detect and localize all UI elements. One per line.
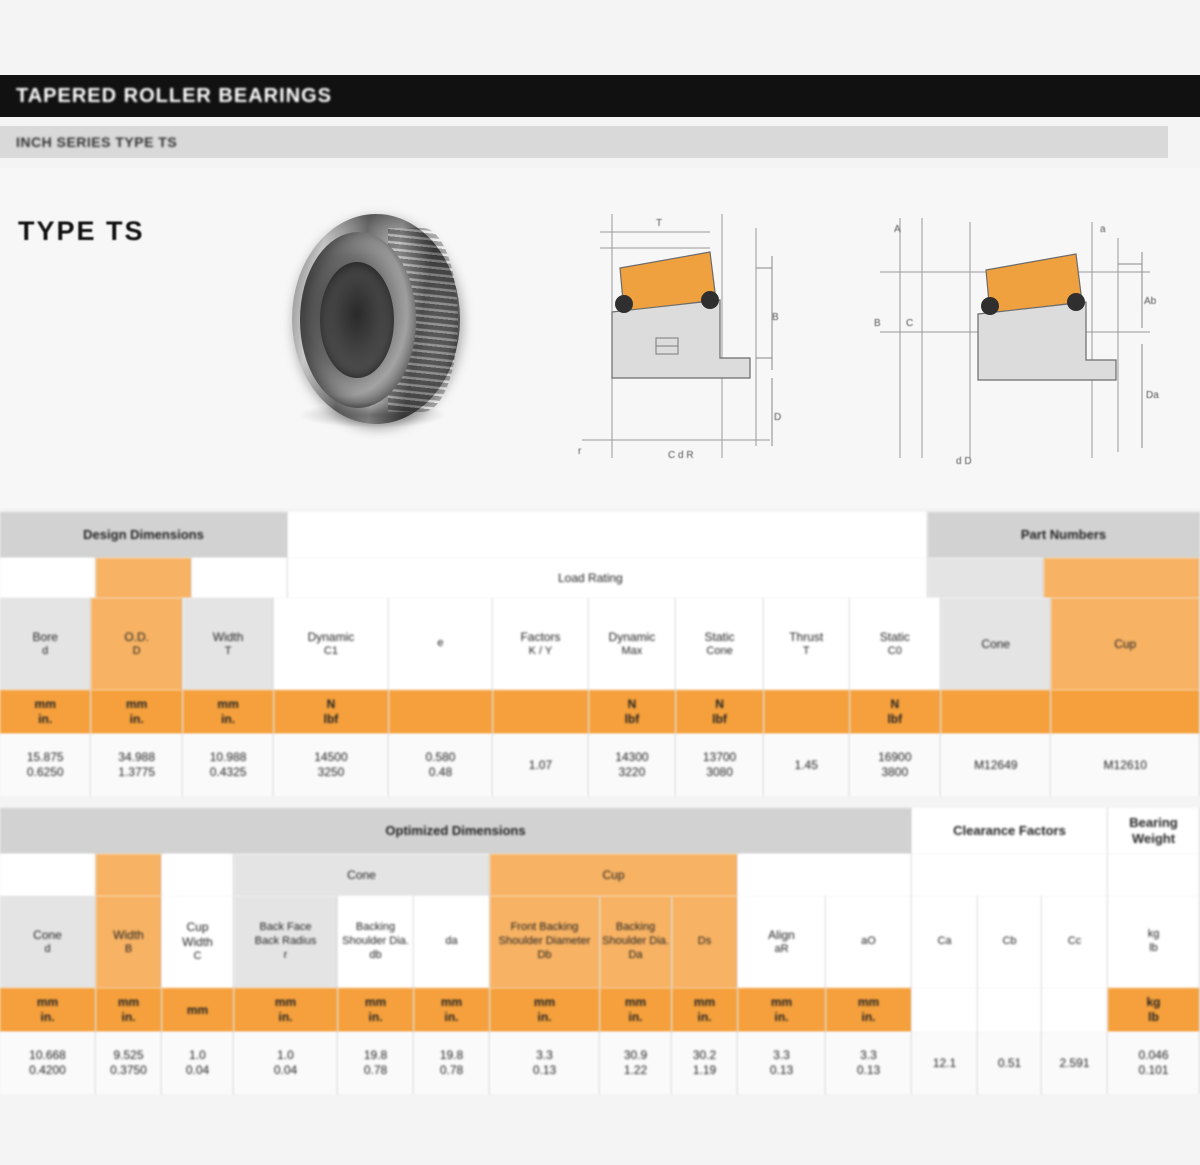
spacer-cell [738, 854, 912, 896]
data-cell-ao: 3.3 0.13 [826, 1032, 912, 1094]
col-header-e-symbol: e [437, 637, 444, 650]
svg-text:a: a [1100, 224, 1106, 235]
col-header-width-label: Width [212, 629, 244, 644]
unit-cell: N lbf [589, 690, 677, 734]
data-cell-dynamic-max: 14300 3220 [589, 734, 677, 796]
col-header-ds-symbol: Ds [697, 935, 712, 948]
cone-cup-mounting-dimensions-diagram [860, 208, 1160, 478]
col-header-ca [912, 896, 978, 988]
unit-cell [1042, 988, 1108, 1032]
group-header-design-dimensions: Design Dimensions [0, 512, 288, 558]
col-header-cone-width-symbol: B [124, 942, 133, 955]
spacer-cell [912, 854, 1108, 896]
col-header-od-symbol: D [132, 644, 141, 657]
data-cell-thrust: 1.45 [764, 734, 850, 796]
col-header-weight-label: kg lb [1147, 928, 1160, 954]
type-label: TYPE TS [18, 216, 145, 246]
col-header-thrust-symbol: T [802, 644, 810, 657]
col-header-cup-width [162, 896, 234, 988]
col-header-cup-width-symbol: C [193, 950, 202, 963]
col-header-backing-shoulder-db-label: Backing Shoulder Dia. [342, 921, 409, 948]
col-header-cone-label: Cone [33, 927, 62, 942]
col-header-cone-symbol: d [44, 942, 51, 955]
spacer-cell-orange [1044, 558, 1200, 598]
unit-cell: N lbf [850, 690, 941, 734]
unit-cell [389, 690, 494, 734]
bearing-photo [292, 214, 460, 424]
col-header-cone-width-label: Width [113, 927, 144, 942]
col-header-dynamic-max-symbol: Max [621, 644, 643, 657]
unit-cell [1051, 690, 1200, 734]
cone-cup-cross-section-diagram [560, 208, 820, 478]
data-cell-front-shoulder: 3.3 0.13 [490, 1032, 600, 1094]
unit-cell: mm in. [826, 988, 912, 1032]
col-header-static-cone-label: Static [704, 629, 735, 644]
svg-text:C d R: C d R [668, 450, 694, 461]
table-row [0, 896, 1200, 988]
col-header-align-ao-symbol: aO [861, 935, 876, 948]
col-header-bore [0, 598, 91, 690]
unit-cell: mm in. [414, 988, 490, 1032]
table-row [0, 558, 1200, 598]
unit-cell: kg lb [1108, 988, 1200, 1032]
unit-cell: mm in. [672, 988, 738, 1032]
svg-text:B: B [772, 312, 779, 323]
col-header-da-symbol: da [445, 935, 458, 948]
page-title: TAPERED ROLLER BEARINGS [16, 84, 332, 107]
col-header-factors [493, 598, 588, 690]
data-cell-ca: 12.1 [912, 1032, 978, 1094]
table-row [0, 690, 1200, 734]
col-header-backing-shoulder-db [338, 896, 414, 988]
data-cell-cone: 10.668 0.4200 [0, 1032, 96, 1094]
col-header-factors-label: Factors [520, 629, 561, 644]
unit-cell: mm in. [0, 988, 96, 1032]
unit-cell: mm in. [600, 988, 672, 1032]
col-header-od-label: O.D. [124, 629, 149, 644]
col-header-bore-label: Bore [32, 629, 58, 644]
svg-text:Da: Da [1146, 390, 1159, 401]
spacer-cell-orange [96, 854, 162, 896]
svg-text:C: C [906, 318, 914, 329]
col-header-cb [978, 896, 1042, 988]
data-cell-width: 10.988 0.4325 [183, 734, 274, 796]
data-cell-cup-width: 1.0 0.04 [162, 1032, 234, 1094]
col-header-cb-symbol: Cb [1002, 935, 1017, 948]
col-header-cup-width-label: Cup Width [182, 920, 213, 950]
data-cell-back-face-radius: 1.0 0.04 [234, 1032, 338, 1094]
col-header-cone-width [96, 896, 162, 988]
unit-cell: mm in. [91, 690, 182, 734]
col-header-cone-part [941, 598, 1051, 690]
data-cell-e: 0.580 0.48 [389, 734, 494, 796]
col-header-ca-symbol: Ca [937, 935, 952, 948]
col-header-cone-part-label: Cone [981, 636, 1011, 651]
col-header-thrust-label: Thrust [789, 629, 824, 644]
group-header-bearing-weight: Bearing Weight [1108, 808, 1200, 854]
col-header-back-face-radius-label: Back Face Back Radius [254, 921, 317, 948]
unit-cell: mm in. [0, 690, 91, 734]
table-row [0, 854, 1200, 896]
col-header-back-face-radius-symbol: r [283, 948, 288, 961]
data-cell-static: 16900 3800 [850, 734, 941, 796]
col-header-static [850, 598, 941, 690]
data-cell-db: 19.8 0.78 [338, 1032, 414, 1094]
col-header-cup-part-label: Cup [1114, 636, 1137, 651]
unit-cell [978, 988, 1042, 1032]
svg-text:D: D [774, 412, 782, 423]
table-row [0, 512, 1200, 558]
unit-cell: mm in. [338, 988, 414, 1032]
unit-cell [941, 690, 1051, 734]
col-header-dynamic-symbol: C1 [323, 644, 338, 657]
group-header-spacer [288, 512, 928, 558]
data-cell-da: 19.8 0.78 [414, 1032, 490, 1094]
col-header-cone [0, 896, 96, 988]
header-bar-right-edge [1168, 75, 1200, 117]
subgroup-header-cone: Cone [234, 854, 490, 896]
data-cell-cup-part: M12610 [1051, 734, 1200, 796]
unit-cell: mm in. [738, 988, 826, 1032]
design-dimensions-table [0, 512, 1200, 796]
unit-cell: mm in. [96, 988, 162, 1032]
col-header-front-backing-shoulder [490, 896, 600, 988]
col-header-width-symbol: T [224, 644, 232, 657]
col-header-ds [672, 896, 738, 988]
data-cell-dynamic: 14500 3250 [274, 734, 388, 796]
col-header-align-symbol: aR [774, 942, 789, 955]
col-header-front-backing-shoulder-symbol: Db [537, 948, 552, 961]
col-header-back-face-radius [234, 896, 338, 988]
spacer-cell [1108, 854, 1200, 896]
table-row [0, 598, 1200, 690]
table-row [0, 734, 1200, 796]
data-cell-cc: 2.591 [1042, 1032, 1108, 1094]
spacer-cell [0, 558, 96, 598]
svg-text:r: r [578, 446, 582, 457]
group-header-part-numbers: Part Numbers [928, 512, 1200, 558]
col-header-static-symbol: C0 [887, 644, 902, 657]
col-header-cc [1042, 896, 1108, 988]
svg-text:A: A [894, 224, 901, 235]
data-cell-cb: 0.51 [978, 1032, 1042, 1094]
unit-cell: N lbf [274, 690, 388, 734]
data-cell-static-cone: 13700 3080 [676, 734, 764, 796]
col-header-dynamic-max [589, 598, 677, 690]
subgroup-header-cup: Cup [490, 854, 738, 896]
table-row [0, 808, 1200, 854]
svg-text:d D: d D [956, 456, 972, 467]
col-header-align-ao [826, 896, 912, 988]
col-header-cup-part [1051, 598, 1200, 690]
optimized-dimensions-table [0, 808, 1200, 1094]
data-cell-factor: 1.07 [493, 734, 588, 796]
group-header-clearance-factors: Clearance Factors [912, 808, 1108, 854]
col-header-front-backing-shoulder-label: Front Backing Shoulder Diameter [498, 921, 591, 948]
page-header-bar [0, 75, 1168, 117]
col-header-static-cone-symbol: Cone [706, 644, 733, 657]
unit-cell: mm [162, 988, 234, 1032]
col-header-static-cone [676, 598, 764, 690]
data-cell-ar: 3.3 0.13 [738, 1032, 826, 1094]
spacer-cell [192, 558, 288, 598]
page-subtitle: INCH SERIES TYPE TS [16, 134, 178, 150]
col-header-factors-symbol: K / Y [528, 644, 553, 657]
spacer-cell [928, 558, 1044, 598]
spacer-cell [0, 854, 96, 896]
unit-cell: mm in. [490, 988, 600, 1032]
data-cell-cone-width: 9.525 0.3750 [96, 1032, 162, 1094]
col-header-dynamic-max-label: Dynamic [608, 629, 656, 644]
group-header-optimized-dimensions: Optimized Dimensions [0, 808, 912, 854]
unit-cell: N lbf [676, 690, 764, 734]
spacer-cell-orange [96, 558, 192, 598]
unit-cell: mm in. [183, 690, 274, 734]
col-header-backing-shoulder-dia [600, 896, 672, 988]
group-header-load-rating: Load Rating [288, 558, 928, 598]
col-header-backing-shoulder-dia-label: Backing Shoulder Dia. [602, 921, 669, 948]
unit-cell [764, 690, 850, 734]
col-header-da [414, 896, 490, 988]
data-cell-bore: 15.875 0.6250 [0, 734, 91, 796]
col-header-backing-shoulder-db-symbol: db [369, 948, 382, 961]
col-header-od [91, 598, 182, 690]
data-cell-weight: 0.046 0.101 [1108, 1032, 1200, 1094]
figure-section [0, 168, 1200, 508]
data-cell-ds: 30.2 1.19 [672, 1032, 738, 1094]
col-header-weight [1108, 896, 1200, 988]
table-row [0, 1032, 1200, 1094]
col-header-e [389, 598, 494, 690]
svg-text:B: B [874, 318, 881, 329]
data-cell-od: 34.988 1.3775 [91, 734, 182, 796]
col-header-cc-symbol: Cc [1067, 935, 1082, 948]
data-cell-backing-shoulder: 30.9 1.22 [600, 1032, 672, 1094]
svg-text:T: T [656, 218, 663, 229]
data-cell-cone-part: M12649 [941, 734, 1051, 796]
page-subheader-bar [0, 126, 1168, 158]
col-header-bore-symbol: d [42, 644, 49, 657]
unit-cell [493, 690, 588, 734]
svg-text:Ab: Ab [1144, 296, 1157, 307]
col-header-align-ar [738, 896, 826, 988]
col-header-width [183, 598, 274, 690]
unit-cell: mm in. [234, 988, 338, 1032]
col-header-static-label: Static [879, 629, 910, 644]
table-row [0, 988, 1200, 1032]
col-header-dynamic-label: Dynamic [307, 629, 355, 644]
spacer-cell [162, 854, 234, 896]
col-header-dynamic [274, 598, 388, 690]
col-header-backing-shoulder-dia-symbol: Da [628, 948, 643, 961]
col-header-thrust [764, 598, 850, 690]
col-header-align-label: Align [768, 927, 795, 942]
unit-cell [912, 988, 978, 1032]
